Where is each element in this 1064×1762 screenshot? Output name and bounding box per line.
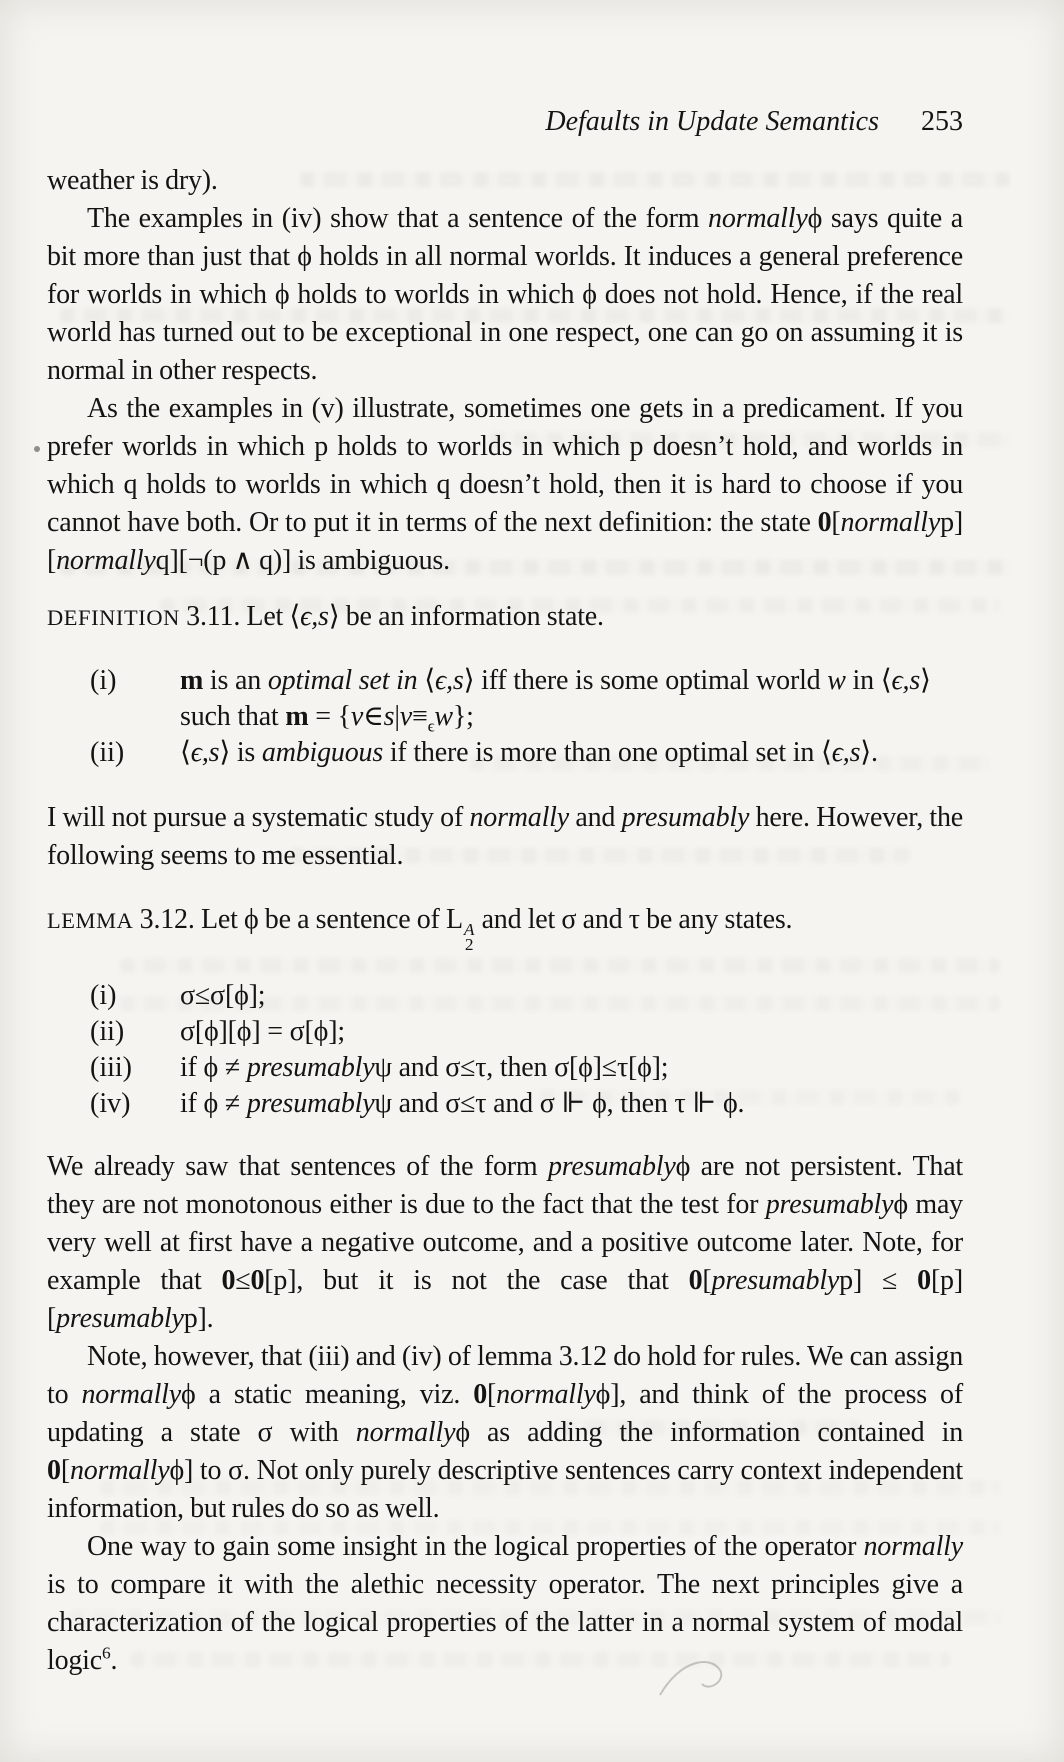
item-label: (iii): [90, 1051, 132, 1083]
lemma-item-iii: [47, 1050, 963, 1086]
definition-item-i: [47, 663, 963, 735]
running-header: [545, 106, 963, 138]
paragraph-presumably-not-persistent: We already saw that sentences of the form presumablyϕ are not persistent. That they are not monotonous either is due to the fact that the test for presumablyϕ may very well at first have a negative outcome, and a positive outcome later. Note, for example that 0≤0[p], but it is not the case that 0[presumablyp] ≤ 0[p][presumablyp].: [47, 1150, 963, 1334]
paragraph-weather-dry: weather is dry).: [47, 165, 218, 196]
item-text: σ[ϕ][ϕ] = σ[ϕ];: [180, 1015, 345, 1047]
ink-speck-artifact: [34, 446, 40, 452]
paragraph-examples-v: As the examples in (v) illustrate, sometimes one gets in a predicament. If you prefer worlds in which p holds to worlds in which p doesn’t hold, and worlds in which q holds to worlds in which q doesn’t hold, then it is hard to choose if you cannot have both. Or to put it in terms of the next definition: the state 0[normallyp][normallyq][¬(p ∧ q)] is ambiguous.: [47, 393, 963, 576]
page-number: 253: [921, 106, 963, 137]
item-label: (i): [90, 665, 117, 696]
lemma-3-12-head: LEMMA 3.12. Let ϕ be a sentence of L A 2 and let σ and τ be any states.: [47, 904, 793, 954]
item-text: σ≤σ[ϕ];: [180, 979, 266, 1011]
paragraph-rules-static-meaning: Note, however, that (iii) and (iv) of lemma 3.12 do hold for rules. We can assign to normallyϕ a static meaning, viz. 0[normallyϕ], and think of the process of updating a state σ with normallyϕ as adding the information contained in 0[normallyϕ] to σ. Not only purely descriptive sentences carry context independent information, but rules do so as well.: [47, 1340, 963, 1524]
lemma-item-i: [47, 978, 963, 1014]
lemma-3-12-items: [47, 978, 963, 1122]
item-label: (ii): [90, 1015, 125, 1047]
running-head-title: Defaults in Update Semantics: [545, 106, 879, 137]
lemma-item-ii: [47, 1014, 963, 1050]
item-label: (iv): [90, 1087, 131, 1119]
paragraph-no-systematic-study: I will not pursue a systematic study of normally and presumably here. However, the following seems to me essential.: [47, 802, 963, 871]
definition-3-11-items: [47, 663, 963, 771]
definition-3-11-head: DEFINITION 3.11. Let ⟨ϵ,s⟩ be an information state.: [47, 601, 604, 632]
item-label: (i): [90, 979, 117, 1011]
lemma-item-iv: [47, 1086, 963, 1122]
item-text: if ϕ ≠ presumablyψ and σ≤τ, then σ[ϕ]≤τ[ϕ];: [180, 1051, 669, 1083]
text-column: [47, 162, 963, 1680]
paragraph-examples-iv: The examples in (iv) show that a sentence of the form normallyϕ says quite a bit more than just that ϕ holds in all normal worlds. It induces a general preference for worlds in which ϕ holds to worlds in which ϕ does not hold. Hence, if the real world has turned out to be exceptional in one respect, one can go on assuming it is normal in other respects.: [47, 203, 963, 386]
item-label: (ii): [90, 737, 125, 768]
item-text: if ϕ ≠ presumablyψ and σ≤τ and σ ⊩ ϕ, then τ ⊩ ϕ.: [180, 1087, 745, 1119]
paragraph-alethic-necessity: One way to gain some insight in the logical properties of the operator normally is to compare it with the alethic necessity operator. The next principles give a characterization of the logical properties of the latter in a normal system of modal logic$^6$.: [47, 1530, 963, 1676]
item-text: ⟨ϵ,s⟩ is ambiguous if there is more than one optimal set in ⟨ϵ,s⟩.: [180, 737, 878, 768]
item-text: m is an optimal set in ⟨ϵ,s⟩ iff there is some optimal world w in ⟨ϵ,s⟩ such that $m = \{v\in s|v\equiv_\epsilon w\}$;: [180, 665, 931, 736]
definition-item-ii: [47, 735, 963, 771]
